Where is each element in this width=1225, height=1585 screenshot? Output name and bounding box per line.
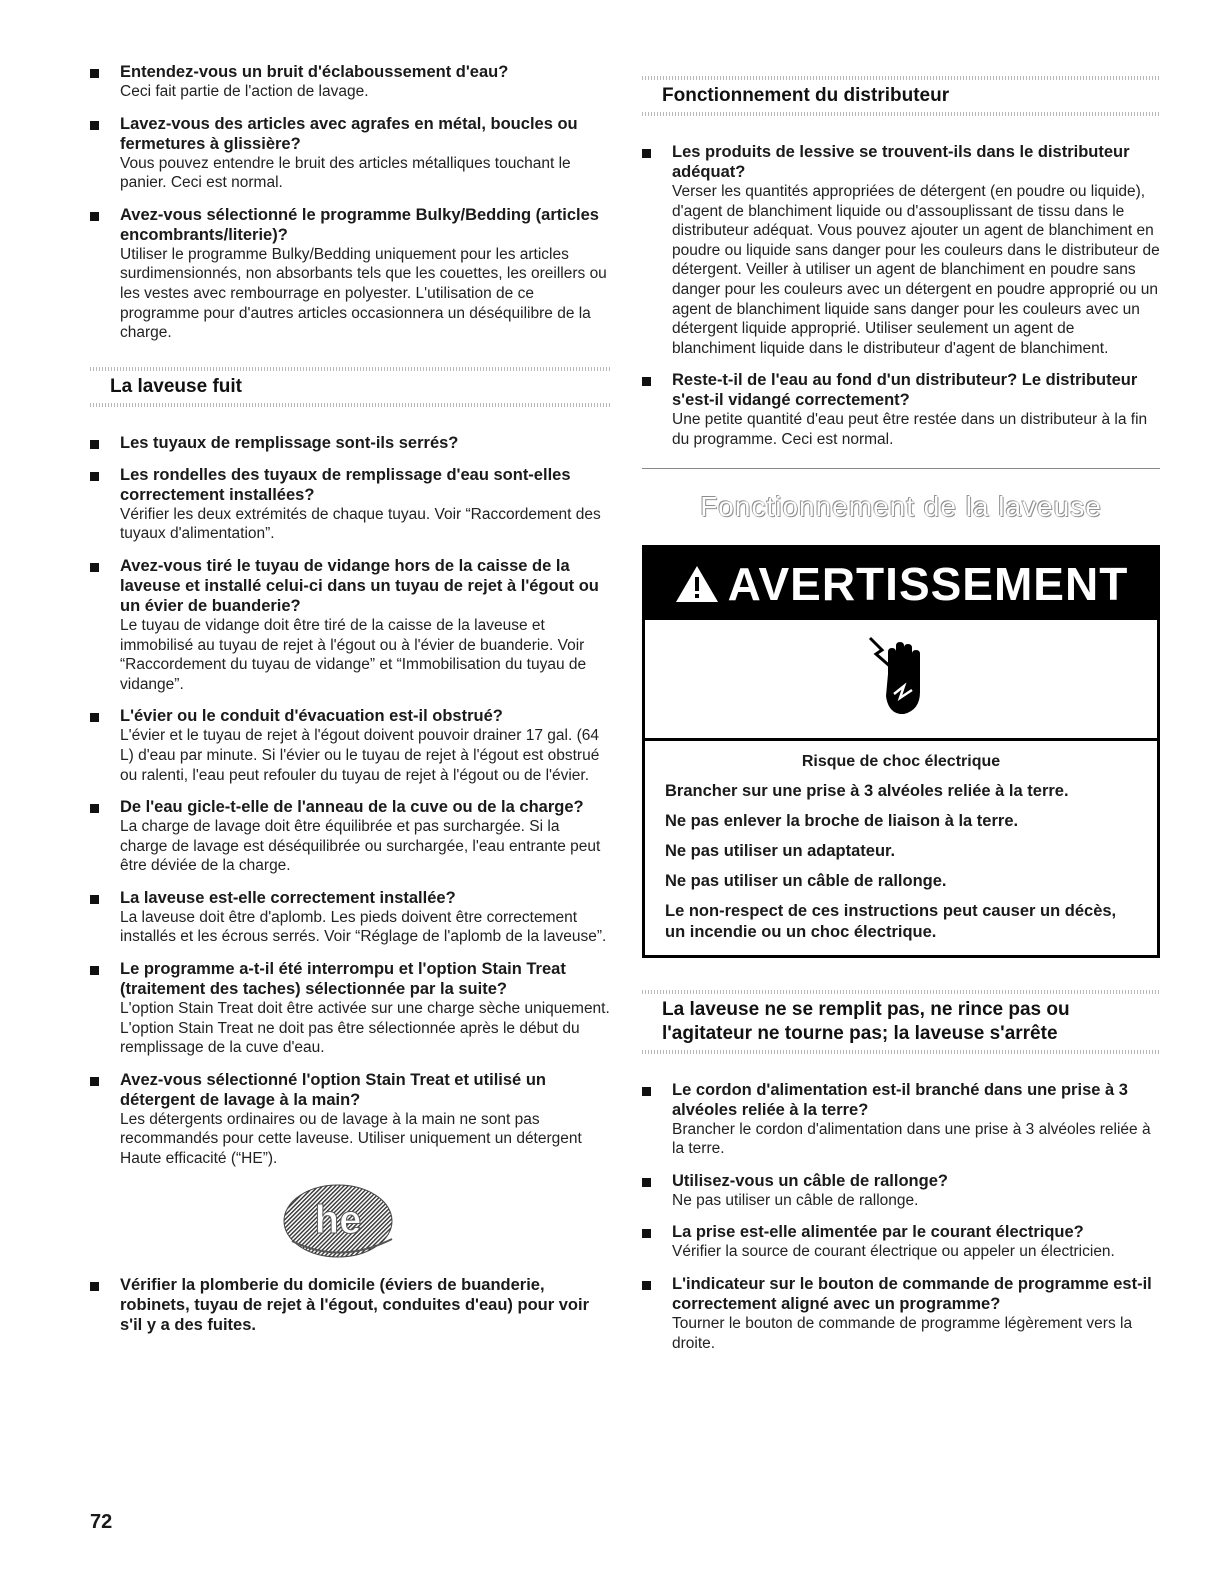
bullet-icon	[90, 69, 99, 78]
question: Le cordon d'alimentation est-il branché dans une prise à 3 alvéoles reliée à la terre?	[672, 1080, 1128, 1119]
answer: Vérifier les deux extrémités de chaque tuyau. Voir “Raccordement des tuyaux d'alimentation”.	[120, 505, 601, 543]
warning-line: Ne pas utiliser un câble de rallonge.	[665, 871, 947, 890]
answer: Une petite quantité d'eau peut être restée dans un distributeur à la fin du programme. Ceci est normal.	[672, 411, 1148, 448]
he-logo-icon	[280, 1181, 400, 1261]
question: Avez-vous tiré le tuyau de vidange hors de la caisse de la laveuse et installé celui-ci dans un tuyau de rejet à l'égout ou un évier de buanderie?	[120, 556, 599, 615]
list-item	[90, 114, 610, 193]
list-group-not-filling	[642, 1080, 1160, 1354]
section-header-leak	[90, 359, 610, 415]
question: Les tuyaux de remplissage sont-ils serrés?	[120, 433, 459, 452]
divider	[642, 112, 1160, 116]
answer: La laveuse doit être d'aplomb. Les pieds doivent être correctement installés et les écrous serrés. Voir “Réglage de l'aplomb de la laveuse”.	[120, 908, 607, 946]
question: Vérifier la plomberie du domicile (éviers de buanderie, robinets, tuyau de rejet à l'égout, conduites d'eau) pour voir s'il y a des fuites.	[120, 1275, 589, 1334]
list-group-dispenser	[642, 142, 1160, 450]
answer: Les détergents ordinaires ou de lavage à la main ne sont pas recommandés pour cette laveuse. Utiliser uniquement un détergent Haute efficacité (“HE”).	[120, 1110, 582, 1168]
warning-triangle-icon	[674, 564, 720, 604]
list-group-noise	[90, 62, 610, 343]
answer: Tourner le bouton de commande de programme légèrement vers la droite.	[672, 1314, 1133, 1352]
answer: Vérifier la source de courant électrique ou appeler un électricien.	[672, 1243, 1115, 1261]
list-item	[90, 706, 610, 785]
list-item	[90, 556, 610, 694]
section-header-dispenser	[642, 68, 1160, 124]
answer: La charge de lavage doit être équilibrée et pas surchargée. Si la charge de lavage est déséquilibrée ou surchargée, l'eau entrante peut être déviée de la charge.	[120, 818, 601, 875]
list-item	[90, 888, 610, 947]
question: Entendez-vous un bruit d'éclaboussement d'eau?	[120, 63, 509, 81]
warning-header	[645, 548, 1157, 620]
question: Le programme a-t-il été interrompu et l'option Stain Treat (traitement des taches) sélectionnée par la suite?	[120, 960, 566, 999]
he-logo-text: he	[314, 1197, 362, 1242]
warning-body	[645, 741, 1157, 955]
electric-shock-hand-icon	[866, 634, 936, 724]
bullet-icon	[90, 472, 99, 481]
answer: L'option Stain Treat doit être activée sur une charge sèche uniquement. L'option Stain Treat ne doit pas être sélectionnée après le début du remplissage de la cuve d'eau.	[120, 1000, 610, 1057]
bullet-icon	[90, 440, 99, 449]
warning-line: Brancher sur une prise à 3 alvéoles reliée à la terre.	[665, 781, 1069, 800]
section-title: Fonctionnement du distributeur	[662, 85, 950, 106]
list-item	[642, 1222, 1160, 1262]
bullet-icon	[90, 713, 99, 722]
list-item	[90, 465, 610, 544]
left-column	[90, 62, 610, 1347]
question: La laveuse est-elle correctement installée?	[120, 888, 456, 907]
bullet-icon	[90, 1282, 99, 1291]
list-item	[90, 1070, 610, 1169]
bullet-icon	[90, 1077, 99, 1086]
section-header-not-filling	[642, 982, 1160, 1062]
question: De l'eau gicle-t-elle de l'anneau de la cuve ou de la charge?	[120, 798, 584, 817]
divider	[642, 1050, 1160, 1054]
bullet-icon	[642, 1087, 651, 1096]
list-item	[90, 205, 610, 343]
list-item	[90, 959, 610, 1058]
list-group-leak	[90, 433, 610, 1169]
question: L'indicateur sur le bouton de commande de programme est-il correctement aligné avec un programme?	[672, 1274, 1152, 1313]
section-title: La laveuse fuit	[110, 375, 242, 397]
shock-hazard-area	[645, 620, 1157, 741]
list-item	[642, 370, 1160, 449]
question: La prise est-elle alimentée par le courant électrique?	[672, 1223, 1084, 1242]
bullet-icon	[90, 966, 99, 975]
list-item	[642, 142, 1160, 358]
answer: Verser les quantités appropriées de détergent (en poudre ou liquide), d'agent de blanchiment liquide ou d'assouplissant de tissu dans le distributeur adéquat. Vous pouvez ajouter un agent de blanchiment en poudre ou liquide sans danger pour les couleurs dans le distributeur de détergent. Veiller à utiliser un agent de blanchiment en poudre sans danger pour les couleurs avec un détergent en poudre approprié ou un agent de blanchiment liquide sans danger pour les couleurs avec un détergent liquide approprié. Utiliser seulement un agent de blanchiment liquide dans le distributeur d'agent de blanchiment.	[672, 183, 1160, 357]
question: Utilisez-vous un câble de rallonge?	[672, 1171, 948, 1190]
question: Avez-vous sélectionné le programme Bulky/Bedding (articles encombrants/literie)?	[120, 205, 599, 244]
question: Reste-t-il de l'eau au fond d'un distributeur? Le distributeur s'est-il vidangé correctement?	[672, 371, 1138, 410]
divider	[90, 403, 610, 407]
section-title: La laveuse ne se remplit pas, ne rince pas ou l'agitateur ne tourne pas; la laveuse s'arrête	[662, 998, 1070, 1044]
list-group-plumbing	[90, 1275, 610, 1335]
list-item	[90, 433, 610, 453]
warning-title: AVERTISSEMENT	[727, 557, 1129, 610]
bullet-icon	[642, 1281, 651, 1290]
warning-box	[642, 545, 1160, 958]
answer: Le tuyau de vidange doit être tiré de la caisse de la laveuse et immobilisé au tuyau de rejet à l'égout ou à l'évier de buanderie. Voir “Raccordement du tuyau de vidange” et “Immobilisation du tuyau de vidange”.	[120, 616, 587, 693]
list-item	[90, 797, 610, 876]
divider	[642, 468, 1160, 469]
answer: Ne pas utiliser un câble de rallonge.	[672, 1191, 919, 1209]
bullet-icon	[642, 377, 651, 386]
answer: Brancher le cordon d'alimentation dans une prise à 3 alvéoles reliée à la terre.	[672, 1120, 1151, 1158]
answer: Utiliser le programme Bulky/Bedding uniquement pour les articles surdimensionnés, non absorbants tels que les couettes, les oreillers ou les vestes avec rembourrage en polyester. L'utilisation de ce programme pour d'autres articles occasionnera un déséquilibre de la charge.	[120, 245, 607, 342]
list-item	[642, 1171, 1160, 1211]
bullet-icon	[90, 895, 99, 904]
bullet-icon	[90, 563, 99, 572]
warning-risk: Risque de choc électrique	[801, 752, 1001, 770]
warning-line: Le non-respect de ces instructions peut causer un décès, un incendie ou un choc électrique.	[665, 901, 1117, 941]
he-logo-graphic	[280, 1181, 400, 1261]
bullet-icon	[642, 1178, 651, 1187]
question: Les produits de lessive se trouvent-ils dans le distributeur adéquat?	[672, 143, 1130, 181]
bullet-icon	[642, 1229, 651, 1238]
page-number: 72	[90, 1511, 113, 1533]
chapter-title: Fonctionnement de la laveuse	[700, 490, 1102, 522]
question: L'évier ou le conduit d'évacuation est-il obstrué?	[120, 707, 503, 726]
warning-line: Ne pas enlever la broche de liaison à la terre.	[665, 811, 1019, 830]
bullet-icon	[90, 212, 99, 221]
list-item	[642, 1274, 1160, 1353]
bullet-icon	[90, 121, 99, 130]
answer: Vous pouvez entendre le bruit des articles métalliques touchant le panier. Ceci est normal.	[120, 154, 571, 192]
question: Avez-vous sélectionné l'option Stain Treat et utilisé un détergent de lavage à la main?	[120, 1070, 546, 1109]
right-column	[642, 62, 1160, 1365]
warning-line: Ne pas utiliser un adaptateur.	[665, 841, 896, 860]
answer: Ceci fait partie de l'action de lavage.	[120, 83, 369, 100]
question: Lavez-vous des articles avec agrafes en métal, boucles ou fermetures à glissière?	[120, 114, 578, 153]
answer: L'évier et le tuyau de rejet à l'égout doivent pouvoir drainer 17 gal. (64 L) d'eau par minute. Si l'évier ou le tuyau de rejet à l'égout est obstrué ou ralenti, l'eau peut refouler du tuyau de rejet à l'égout ou de l'évier.	[120, 727, 600, 784]
bullet-icon	[642, 149, 651, 158]
bullet-icon	[90, 804, 99, 813]
question: Les rondelles des tuyaux de remplissage d'eau sont-elles correctement installées?	[120, 465, 571, 504]
list-item	[90, 62, 610, 102]
list-item	[90, 1275, 610, 1335]
list-item	[642, 1080, 1160, 1159]
